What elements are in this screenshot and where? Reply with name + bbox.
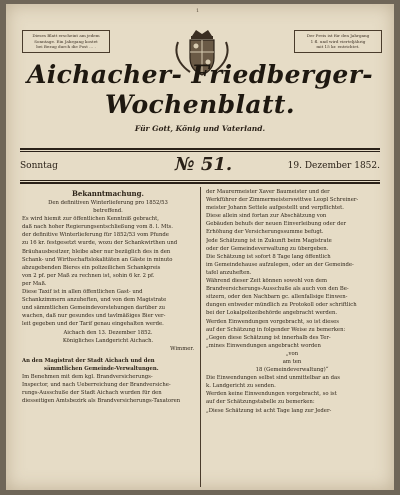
text-line: Bräuhausbesitzer, bleibe aber nur bezüglich des in den <box>22 248 171 255</box>
text-line: daß nach hoher Regierungsentschließung vom 8. l. Mts. <box>22 224 173 231</box>
masthead-rule-thin <box>20 151 380 152</box>
text-line: auf der Schätzung in folgender Weise zu bemerken: <box>206 326 346 333</box>
issue-info-row <box>20 154 380 178</box>
text-line: Diese allein sind fortan zur Abschätzung von <box>206 213 327 220</box>
note-line: Sonntage. Ein Jahrgang kostet <box>34 38 98 44</box>
text-line: Die Einwendungen selbst sind unmittelbar an das <box>206 375 340 382</box>
text-line: 18 (Gemeindeverwaltung)“ <box>255 367 329 374</box>
text-line: An den Magistrat der Stadt Aichach und den <box>22 357 155 364</box>
left-column <box>22 188 194 405</box>
text-line: Im Benehmen mit dem kgl. Brandversicherungs- <box>22 373 153 380</box>
text-line: auf der Schätzungstabelle zu bemerken: <box>206 399 315 406</box>
masthead-motto: Für Gott, König und Vaterland. <box>134 124 266 133</box>
text-line: k. Landgericht zu senden. <box>206 383 276 390</box>
text-line: rungs-Ausschuße der Stadt Aichach wurden für den <box>22 390 162 397</box>
text-line: diesseitigen Amtsbezirk als Brandversicherungs-Taxatoren <box>22 398 181 405</box>
text-line: Bekanntmachung. <box>72 189 144 198</box>
newspaper-page <box>6 4 394 490</box>
text-line: betreffend. <box>93 208 123 215</box>
text-line: Werden keine Einwendungen vorgebracht, so ist <box>206 391 337 398</box>
text-line: der Maurermeister Xaver Baumeister und der <box>206 189 330 195</box>
issue-rule-thin <box>20 180 380 181</box>
text-line: zu 16 kr. festgesetzt wurde, wozu der Schankwirthen und <box>22 240 178 247</box>
text-line: Erhöhung der Versicherungssumme befugt. <box>206 229 324 236</box>
text-line: Während dieser Zeit können sowohl von dem <box>206 278 328 285</box>
text-line: Schank- und Wirthschaftslokalitäten an Gäste in minuto <box>22 256 173 263</box>
text-line: Die Schätzung ist sofort 8 Tage lang öffentlich <box>206 253 331 260</box>
text-line: bei der Lokalpolizeibehörde angebracht werden. <box>206 310 338 317</box>
text-line: Es wird hiemit zur öffentlichen Kenntniß gebracht, <box>22 216 159 223</box>
text-line: Brandversicherungs-Ausschuße als auch von den Be- <box>206 286 349 293</box>
note-line: 1 fl. und wird vierteljährig <box>310 38 366 44</box>
text-line: Den definitiven Winterlieferung pro 1852/53 <box>48 200 168 206</box>
text-line: „mines Einwendungen angebracht worden <box>206 342 321 349</box>
text-line: im Gemeindehause aufzulegen, oder an der Gemeinde- <box>206 261 354 268</box>
column-divider <box>200 187 201 487</box>
note-line: Der Preis ist für den Jahrgang <box>306 33 370 38</box>
text-line: Wimmer. <box>170 345 194 352</box>
text-line: Aichach den 13. Dezember 1852. <box>63 329 153 336</box>
note-line: mit 15 kr. entrichtet. <box>316 44 360 50</box>
masthead-rule-top <box>20 148 380 150</box>
text-line: am ten <box>282 358 302 365</box>
text-line: „Gegen diese Schätzung ist innerhalb des Ter- <box>206 334 331 341</box>
text-line: meister Johann Settele aufgestellt und verpflichtet. <box>206 205 344 212</box>
text-line: oder der Gemeindeverwaltung zu übergeben. <box>206 245 329 252</box>
text-line: und sämmtlichen Gemeindevorstehungen darüber zu <box>22 305 166 312</box>
text-line: Jede Schätzung ist in Zukunft beim Magistrate <box>206 237 332 244</box>
text-line: „Diese Schätzung ist acht Tage lang zur Jeder- <box>206 407 332 414</box>
text-line: dungen entweder mündlich zu Protokoll oder schriftlich <box>206 302 357 309</box>
text-line: abzugebenden Bieres ein polizeilichen Schankpreis <box>22 264 161 271</box>
subscription-note-left <box>22 30 110 53</box>
text-line: sämmtlichen Gemeinde-Verwaltungen. <box>44 365 159 372</box>
text-line: Werden Einwendungen vorgebracht, so ist dieses <box>206 318 339 325</box>
text-line: Inspector, und nach Ueberreichung der Brandversiche- <box>22 382 171 389</box>
text-line: wachen, daß nur gesundes und tavlmäßiges Bier ver- <box>22 313 166 320</box>
text-line: Königliches Landgericht Aichach. <box>62 337 154 344</box>
text-line: Diese Taxif ist in allen öffentlichen Gast- und <box>22 289 143 296</box>
masthead-title-line2: Wochenblatt. <box>105 90 295 119</box>
price-note-right <box>294 30 382 53</box>
issue-date: 19. Dezember 1852. <box>287 161 380 171</box>
issue-rule-bottom <box>20 182 380 184</box>
text-line: „von <box>285 350 299 357</box>
page-number: 1 <box>196 8 200 14</box>
issue-number: № 51. <box>175 154 233 175</box>
right-column <box>206 188 378 415</box>
text-line: Werkführer der Zimmermeisterswittwe Leopl Schreiner- <box>206 197 359 204</box>
text-line: Gebäuden behufs der neuen Einverleibung oder der <box>206 221 347 228</box>
text-line: sitzern, oder den Nachbarn gc. allenfallsige Einwen- <box>206 294 348 301</box>
text-line: von 2 pf. per Maß zu rechnen ist, sohin 6 kr. 2 pf. <box>22 272 155 279</box>
text-line: leit gegeben und der Tarif genau eingehalten werde. <box>22 321 164 328</box>
text-line: der definitive Winterlieferung für 1852/53 vom Pfunde <box>22 232 169 239</box>
note-line: bei Bezug durch die Post ... . <box>36 44 96 50</box>
text-line: tafel anzuheften. <box>206 269 252 276</box>
issue-day: Sonntag <box>20 161 58 171</box>
masthead-title-line1: Aichacher- Friedberger- <box>26 60 374 89</box>
note-line: Dieses Blatt erscheint am jedem <box>32 33 100 38</box>
text-line: Schankzimmern anzuheften, und von dem Magistrate <box>22 297 167 304</box>
text-line: per Maß. <box>22 280 47 287</box>
